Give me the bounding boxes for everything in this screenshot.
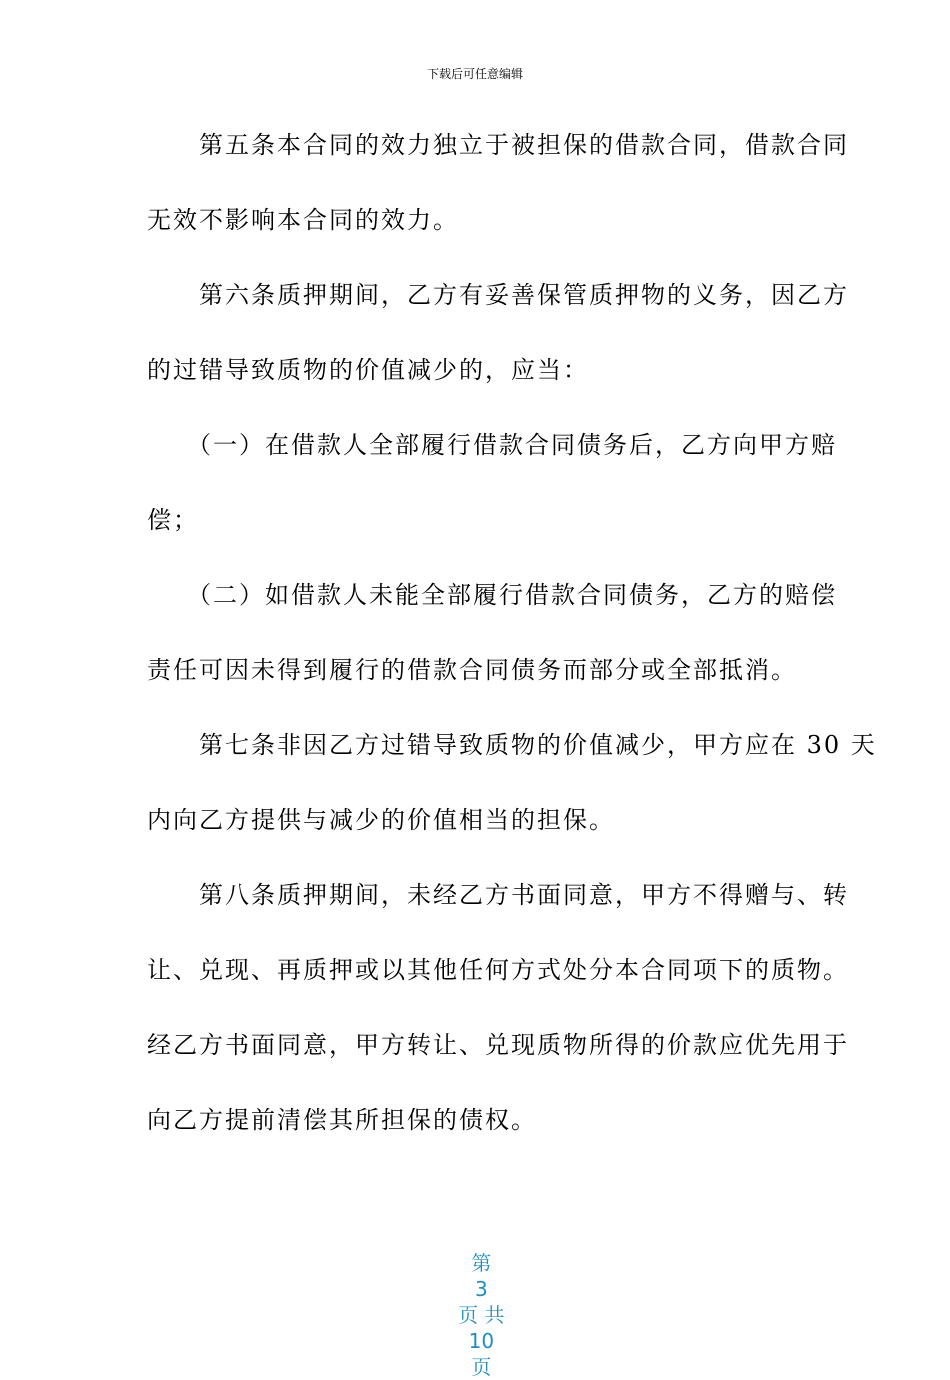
body-line: 经乙方书面同意，甲方转让、兑现质物所得的价款应优先用于 (147, 1031, 849, 1059)
footer-middle: 页 共 (458, 1303, 505, 1327)
body-line: 内向乙方提供与减少的价值相当的担保。 (147, 806, 615, 834)
body-line: 偿； (147, 506, 199, 534)
body-line: 责任可因未得到履行的借款合同债务而部分或全部抵消。 (147, 656, 797, 684)
footer-current-page: 3 (474, 1277, 488, 1301)
page-footer (0, 1224, 950, 1380)
body-line: 第八条质押期间，未经乙方书面同意，甲方不得赠与、转 (147, 881, 849, 909)
body-line: （一）在借款人全部履行借款合同债务后，乙方向甲方赔 (147, 431, 837, 459)
body-line: 的过错导致质物的价值减少的，应当： (147, 356, 589, 384)
body-line: （二）如借款人未能全部履行借款合同债务，乙方的赔偿 (147, 581, 837, 609)
body-line: 第六条质押期间，乙方有妥善保管质押物的义务，因乙方 (147, 281, 849, 309)
body-line: 让、兑现、再质押或以其他任何方式处分本合同项下的质物。 (147, 956, 849, 984)
footer-total-pages: 10 (468, 1329, 495, 1353)
body-line: 向乙方提前清偿其所担保的债权。 (147, 1106, 537, 1134)
footer-suffix: 页 (471, 1355, 492, 1379)
body-line: 第七条非因乙方过错导致质物的价值减少，甲方应在 30 天 (147, 731, 877, 759)
body-line: 无效不影响本合同的效力。 (147, 206, 459, 234)
footer-prefix: 第 (471, 1251, 492, 1275)
body-line: 第五条本合同的效力独立于被担保的借款合同，借款合同 (147, 131, 849, 159)
page-header: 下载后可任意编辑 (426, 67, 523, 81)
